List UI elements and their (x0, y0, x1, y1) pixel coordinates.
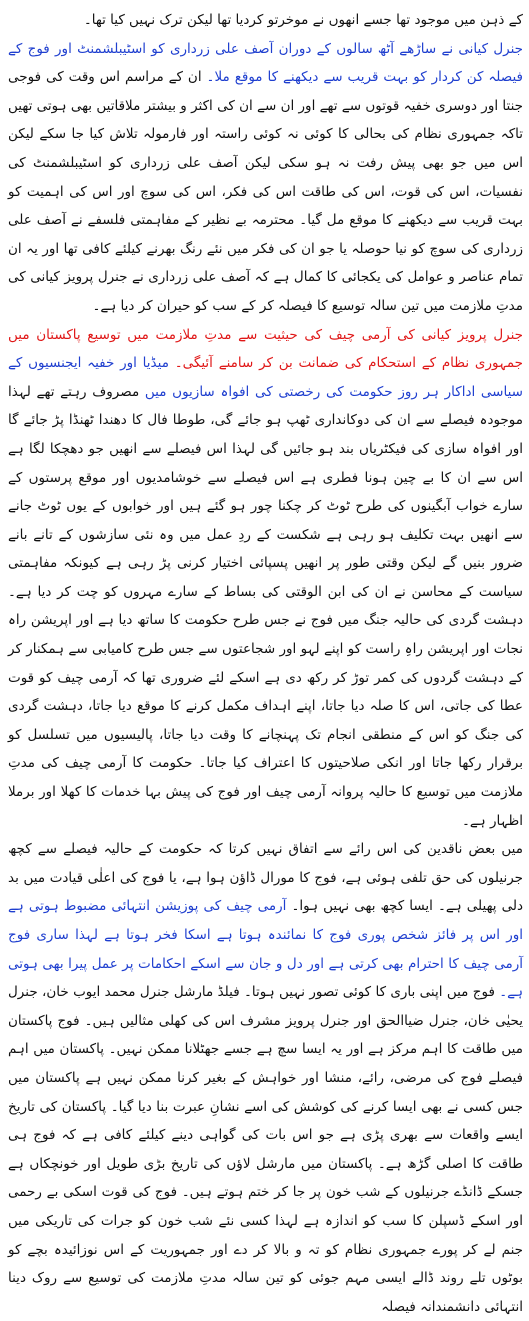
paragraph-4-text-b: فوج میں اپنی باری کا کوئی تصور نہیں ہوتا۔ فیلڈ مارشل جنرل محمد ایوب خان، جنرل یحیٰی خان، جنرل ضیاالحق اور جنرل پرویز مشرف اس کی کھلی مثالیں ہیں۔ فوج پاکستان میں طاقت کا اہم مرکز ہے اور یہ ایسا سچ ہے جسے جھٹلانا ممکن نہیں۔ پاکستان میں اہم فیصلے فوج کی مرضی، رائے، منشا اور خواہش کے بغیر کرنا ممکن نہیں ہے پاکستان میں جس کسی نے بھی ایسا کرنے کی کوشش کی اسے نشانِ عبرت بنا دیا گیا۔ پاکستان کی تاریخ ایسے واقعات سے بھری پڑی ہے جو اس بات کی گواہی دینے کیلئے کافی ہے کہ فوج ہی طاقت کا اصلی گڑھ ہے۔ پاکستان میں مارشل لاؤں کی تاریخ بڑی طویل اور خونچکاں ہے جسکے ڈانڈے جرنیلوں کے شب خون پر جا کر ختم ہوتے ہیں۔ فوج کی قوت اسکی بے رحمی اور اسکے ڈسپلن کا سب کو اندازہ ہے لہذا کسی نئے شب خون کو جرات کی تاریکی میں جنم لے کر پورے جمہوری نظام کو تہ و بالا کر دے اور جمہوریت کے اس نوزائیدہ بچے کو بوٹوں تلے روند ڈالے ایسی مہم جوئی کو تین سالہ مدتِ ملازمت کی توسیع سے روک دینا انتہائی دانشمندانہ فیصلہ (8, 984, 523, 1315)
paragraph-4-text-a: میں بعض ناقدین کی اس رائے سے اتفاق نہیں کرتا کہ حکومت کے حالیہ فیصلے سے کچھ جرنیلوں کی حق تلفی ہوئی ہے، فوج کا مورال ڈاؤن ہوا ہے، یا فوج کی اعلٰی قیادت میں بد دلی پھیلی ہے۔ ایسا کچھ بھی نہیں ہوا۔ (8, 841, 524, 915)
paragraph-1 (8, 6, 523, 35)
paragraph-2-text: ان کے مراسم اس وقت کی فوجی جنتا اور دوسری خفیہ قوتوں سے تھے اور ان سے ان کی اکثر و بیشتر ملاقاتیں بھی ہوتی تھیں تاکہ جمہوری نظام کی بحالی کا کوئی نہ کوئی راستہ اور فارمولہ تلاش کیا جا سکے لیکن اس میں جو بھی پیش رفت نہ ہو سکی لیکن آصف علی زرداری کو اسٹیبلشمنٹ کی نفسیات، اس کی قوت، اس کی طاقت اس کی فکر، اس کی سوچ اور اس کی اہمیت کو بہت قریب سے دیکھنے کا موقع مل گیا۔ محترمہ بے نظیر کے مفاہمتی فلسفے نے آصف علی زرداری کی سوچ کو نیا حوصلہ یا جو ان کی فکر میں نئے رنگ بھرنے کیلئے کافی تھا اور یہ ان تمام عناصر و عوامل کی یکجائی کا کمال ہے کہ آصف علی زرداری نے جنرل پرویز کیانی کی مدتِ ملازمت میں تین سالہ توسیع کا فیصلہ کر کے سب کو حیران کر دیا ہے۔ (8, 69, 523, 314)
paragraph-4-highlight-blue: آرمی چیف کی پوزیشن انتہائی مضبوط ہوتی ہے اور اس پر فائز شخص پوری فوج کا نمائندہ ہوتا ہے اسکا فخر ہوتا ہے لہذا ساری فوج آرمی چیف کا احترام بھی کرتی ہے اور دل و جان سے اسکے احکامات پر عمل پیرا بھی ہوتی ہے۔ (8, 898, 523, 1001)
paragraph-3-highlight-blue: میڈیا اور خفیہ ایجنسیوں کے سیاسی اداکار ہر روز حکومت کی رخصتی کی افواہ سازیوں میں (8, 355, 523, 400)
paragraph-3-highlight-red: جنرل پرویز کیانی کی آرمی چیف کی حیثیت سے مدتِ ملازمت میں توسیع پاکستان میں جمہوری نظام کے استحکام کی ضمانت بن کر سامنے آئیگی۔ (8, 326, 524, 372)
paragraph-2 (8, 35, 523, 321)
paragraph-3-text: مصروف رہتے تھے لہذا موجودہ فیصلے سے ان کی دوکانداری ٹھپ ہو جائے گی، طوطا فال کا دھندا ٹھنڈا پڑ جائے گا اور افواہ سازی کی فیکٹریاں بند ہو جائیں گی لہذا اس فیصلے سے انھیں جو دھچکا لگا ہے اس سے ان کا بے چین ہونا فطری ہے اس فیصلے سے خوشامدیوں اور موقع پرستوں کے سارے خواب آبگینوں کی طرح ٹوٹ کر چکنا چور ہو گئے ہیں اور خوابوں کے یوں ٹوٹ جانے سے انھیں بہت تکلیف ہو رہی ہے شکست کے ردِ عمل میں وہ نئی سازشوں کے تانے بانے ضرور بنیں گے لیکن وقتی طور پر انھیں پسپائی اختیار کرنی پڑ رہی ہے کیونکہ مفاہمتی سیاست کے محاسن نے ان کی ابن الوقتی کی بساط کے سارے مہروں کو چت کر دیا ہے۔ دہشت گردی کی حالیہ جنگ میں فوج نے جس طرح حکومت کا ساتھ دیا ہے اور اپریشن راہ نجات اور اپریشن راہِ راست کو اپنے لہو اور شجاعتوں سے جس طرح کامیابی سے ہمکنار کر کے دہشت گردوں کی کمر توڑ کر رکھ دی ہے اسکے لئے ضروری تھا کہ آرمی چیف کو قوت عطا کی جاتی، اس کا صلہ دیا جاتا، اپنے اہداف مکمل کرنے کا موقع دیا جاتا، دہشت گردی کی جنگ کو اس کے منطقی انجام تک پہنچانے کا وقت دیا جاتا، پالیسیوں میں تسلسل کو برقرار رکھا جاتا اور انکی صلاحیتوں کا اعتراف کیا جاتا۔ حکومت کا آرمی چیف کی مدتِ ملازمت میں توسیع کا حالیہ پروانہ آرمی چیف اور فوج کی پیش بہا خدمات کا کھلا اور برملا اظہار ہے۔ (8, 383, 523, 829)
paragraph-1-text: کے ذہن میں موجود تھا جسے انھوں نے موخرتو کردیا تھا لیکن ترک نہیں کیا تھا۔ (83, 12, 523, 28)
paragraph-4 (8, 835, 523, 1321)
paragraph-3 (8, 321, 523, 836)
paragraph-2-highlight-blue: جنرل کیانی نے ساڑھے آٹھ سالوں کے دوران آصف علی زرداری کو اسٹیبلشمنٹ اور فوج کے فیصلہ کن کردار کو بہت قریب سے دیکھنے کا موقع ملا۔ (8, 40, 523, 86)
